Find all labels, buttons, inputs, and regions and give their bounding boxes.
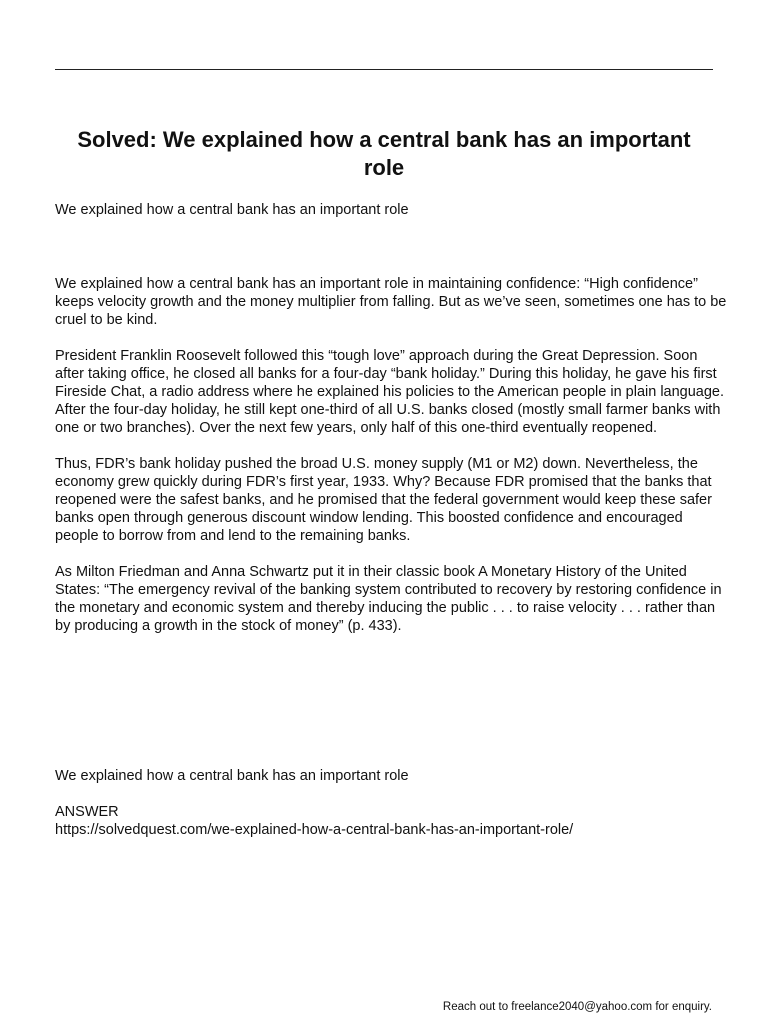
header-divider (55, 69, 713, 70)
answer-label: ANSWER (55, 804, 119, 820)
article-body (55, 275, 730, 652)
paragraph-3: Thus, FDR’s bank holiday pushed the broad U.S. money supply (M1 or M2) down. Nevertheless, the economy grew quickly during FDR’s first year, 1933. Why? Because FDR promised that the banks that reopened were the safest banks, and he promised that the federal government would keep these safer banks open through generous discount window lending. This boosted confidence and encouraged people to borrow from and lend to the remaining banks. (55, 455, 712, 545)
footer-contact: Reach out to freelance2040@yahoo.com for enquiry. (442, 1001, 712, 1013)
paragraph-4: As Milton Friedman and Anna Schwartz put it in their classic book A Monetary History of the United States: “The emergency revival of the banking system contributed to recovery by restoring confidence in the monetary and economic system and thereby inducing the public . . . to raise velocity . . . rather than by producing a growth in the stock of money” (p. 433). (55, 563, 722, 635)
subtitle: We explained how a central bank has an important role (55, 202, 409, 218)
page-title: Solved: We explained how a central bank has an important role (77, 127, 691, 180)
paragraph-2: President Franklin Roosevelt followed this “tough love” approach during the Great Depression. Soon after taking office, he closed all banks for a four-day “bank holiday.” During this holiday, he gave his first Fireside Chat, a radio address where he explained his policies to the American people in plain language. After the four-day holiday, he still kept one-third of all U.S. banks closed (mostly small farmer banks with one or two branches). Over the next few years, only half of this one-third eventually reopened. (55, 347, 725, 437)
repeat-title: We explained how a central bank has an important role (55, 768, 409, 784)
answer-link[interactable]: https://solvedquest.com/we-explained-how-a-central-bank-has-an-important-role/ (55, 822, 574, 839)
paragraph-1: We explained how a central bank has an important role in maintaining confidence: “High confidence” keeps velocity growth and the money multiplier from falling. But as we’ve seen, sometimes one has to be cruel to be kind. (55, 276, 727, 329)
answer-block (55, 803, 730, 839)
